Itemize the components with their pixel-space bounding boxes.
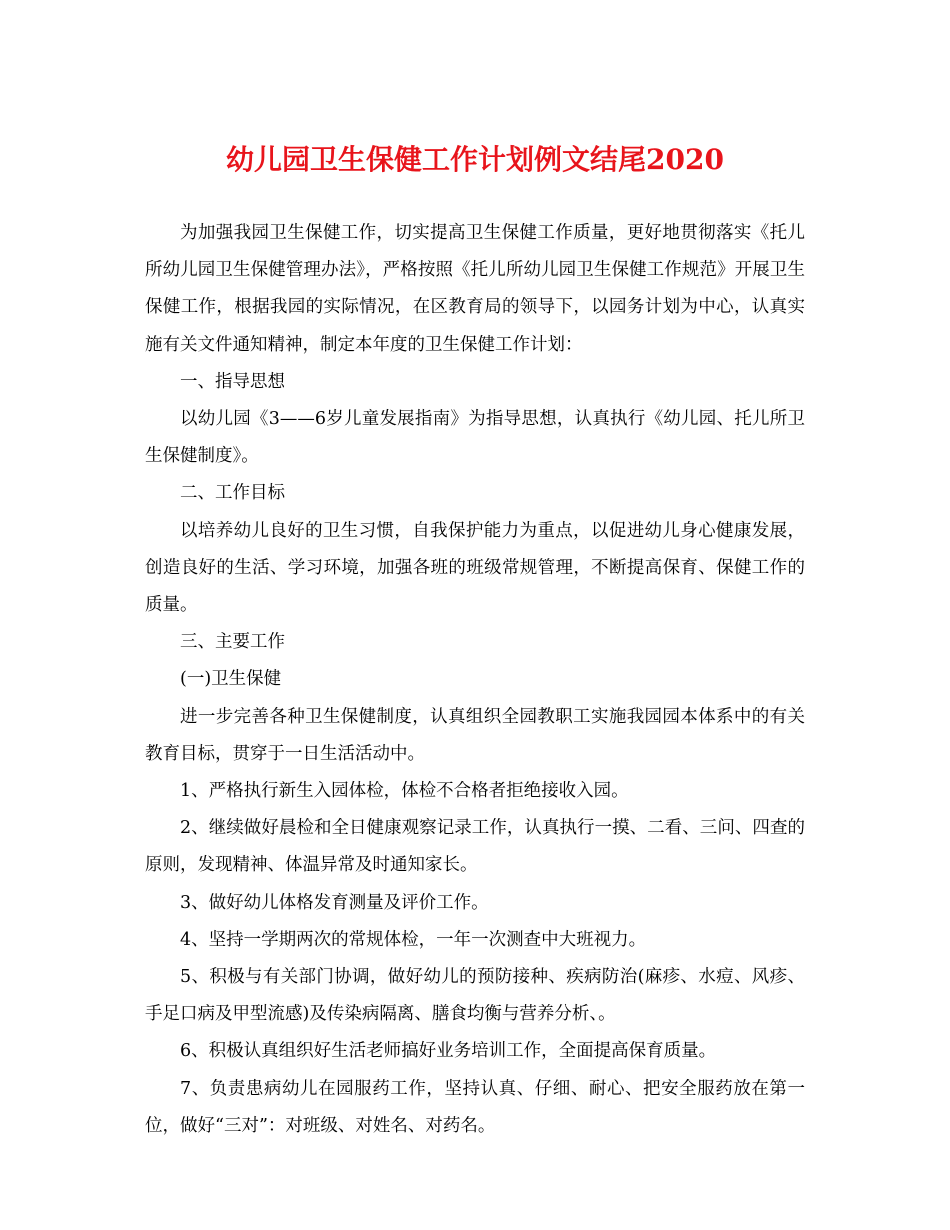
heading-main-work: 三、主要工作 (180, 632, 285, 653)
list-item-1: 1、严格执行新生入园体检，体检不合格者拒绝接收入园。 (180, 781, 629, 802)
document-body (145, 215, 805, 1145)
subheading-health-care: (一)卫生保健 (180, 669, 282, 690)
list-item-6: 6、积极认真组织好生活老师搞好业务培训工作，全面提高保育质量。 (180, 1041, 717, 1062)
list-item-2: 2、继续做好晨检和全日健康观察记录工作，认真执行一摸、二看、三问、四查的原则，发现精神、体温异常及时通知家长。 (145, 818, 805, 876)
heading-guiding-ideology: 一、指导思想 (180, 371, 285, 392)
heading-work-goals: 二、工作目标 (180, 483, 285, 504)
list-item-3: 3、做好幼儿体格发育测量及评价工作。 (180, 892, 489, 913)
document-title: 幼儿园卫生保健工作计划例文结尾2020 (226, 143, 724, 176)
paragraph-health-care: 进一步完善各种卫生保健制度，认真组织全园教职工实施我园园本体系中的有关教育目标，贯穿于一日生活活动中。 (145, 706, 805, 764)
paragraph-guiding-ideology: 以幼儿园《3——6岁儿童发展指南》为指导思想，认真执行《幼儿园、托儿所卫生保健制度》。 (145, 409, 805, 467)
list-item-5: 5、积极与有关部门协调，做好幼儿的预防接种、疾病防治(麻疹、水痘、风疹、手足口病及甲型流感)及传染病隔离、膳食均衡与营养分析、。 (145, 967, 805, 1025)
paragraph-intro: 为加强我园卫生保健工作，切实提高卫生保健工作质量，更好地贯彻落实《托儿所幼儿园卫生保健管理办法》，严格按照《托儿所幼儿园卫生保健工作规范》开展卫生保健工作，根据我园的实际情况，在区教育局的领导下，以园务计划为中心，认真实施有关文件通知精神，制定本年度的卫生保健工作计划： (145, 223, 805, 355)
list-item-4: 4、坚持一学期两次的常规体检，一年一次测查中大班视力。 (180, 929, 647, 950)
paragraph-work-goals: 以培养幼儿良好的卫生习惯，自我保护能力为重点，以促进幼儿身心健康发展，创造良好的生活、学习环境，加强各班的班级常规管理，不断提高保育、保健工作的质量。 (145, 520, 805, 616)
list-item-7: 7、负责患病幼儿在园服药工作，坚持认真、仔细、耐心、把安全服药放在第一位，做好“三对”：对班级、对姓名、对药名。 (145, 1078, 805, 1136)
